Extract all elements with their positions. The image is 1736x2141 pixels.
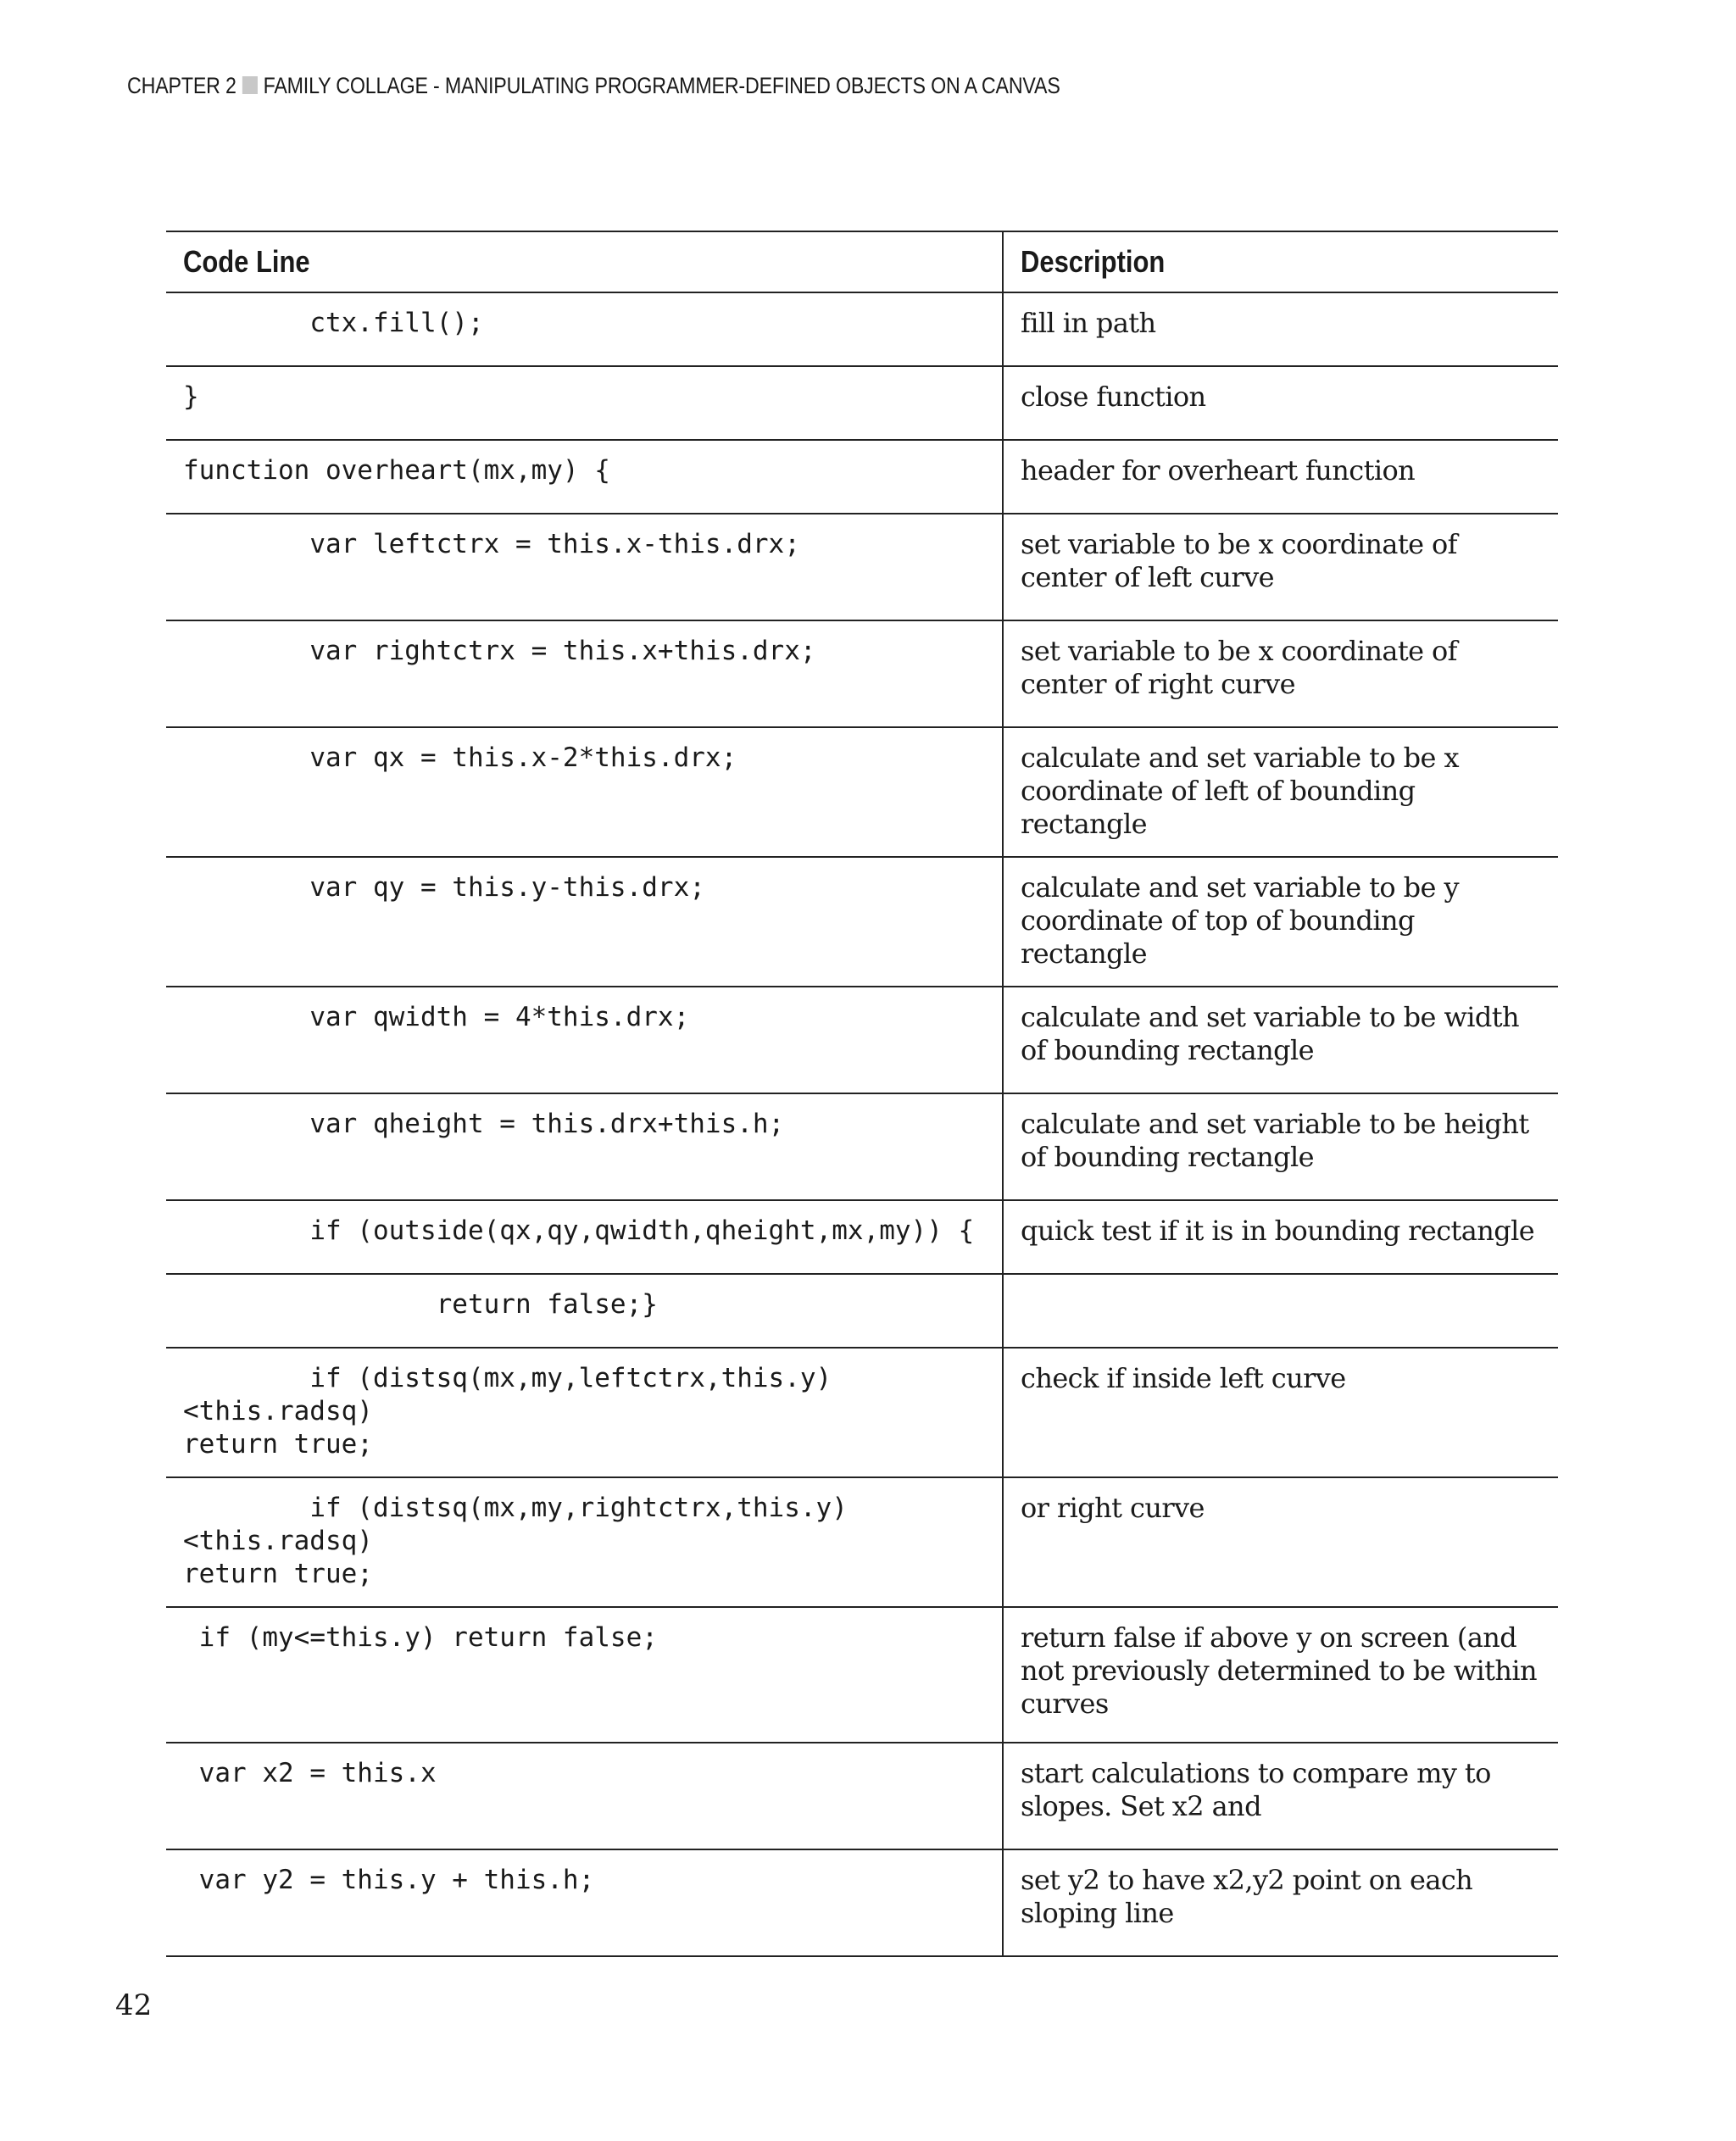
description-cell: fill in path — [1003, 292, 1558, 366]
table-row — [166, 1274, 1558, 1348]
table-row — [166, 857, 1558, 987]
running-head — [127, 73, 1060, 99]
code-cell: if (distsq(mx,my,leftctrx,this.y)<this.radsq) return true; — [166, 1348, 1003, 1477]
description-cell: set variable to be x coordinate of center of right curve — [1003, 620, 1558, 727]
code-cell: function overheart(mx,my) { — [166, 440, 1003, 514]
code-cell: ctx.fill(); — [166, 292, 1003, 366]
description-cell: return false if above y on screen (and not previously determined to be within curves — [1003, 1607, 1558, 1743]
code-cell: var leftctrx = this.x-this.drx; — [166, 514, 1003, 620]
code-cell: } — [166, 366, 1003, 440]
table-row — [166, 292, 1558, 366]
description-cell: set variable to be x coordinate of center of left curve — [1003, 514, 1558, 620]
description-cell: calculate and set variable to be height of bounding rectangle — [1003, 1093, 1558, 1200]
table-row — [166, 440, 1558, 514]
code-cell: var qx = this.x-2*this.drx; — [166, 727, 1003, 857]
page-number: 42 — [115, 1988, 153, 2022]
table-row — [166, 1607, 1558, 1743]
table-row — [166, 1348, 1558, 1477]
description-cell: calculate and set variable to be width of bounding rectangle — [1003, 987, 1558, 1093]
description-cell: set y2 to have x2,y2 point on each sloping line — [1003, 1849, 1558, 1956]
table-row — [166, 1200, 1558, 1274]
table-row — [166, 1849, 1558, 1956]
description-cell: quick test if it is in bounding rectangle — [1003, 1200, 1558, 1274]
description-cell: header for overheart function — [1003, 440, 1558, 514]
code-cell: var rightctrx = this.x+this.drx; — [166, 620, 1003, 727]
description-cell: calculate and set variable to be x coordinate of left of bounding rectangle — [1003, 727, 1558, 857]
description-cell — [1003, 1274, 1558, 1348]
code-description-table — [166, 231, 1558, 1957]
code-cell: var y2 = this.y + this.h; — [166, 1849, 1003, 1956]
table-row — [166, 1093, 1558, 1200]
column-header-code: Code Line — [166, 231, 1003, 292]
code-cell: return false;} — [166, 1274, 1003, 1348]
code-cell: var qwidth = 4*this.drx; — [166, 987, 1003, 1093]
chapter-label: CHAPTER 2 — [127, 73, 236, 98]
code-cell: if (outside(qx,qy,qwidth,qheight,mx,my)) { — [166, 1200, 1003, 1274]
square-separator-icon — [242, 76, 258, 94]
table-header-row — [166, 231, 1558, 292]
table-row — [166, 727, 1558, 857]
code-cell: if (my<=this.y) return false; — [166, 1607, 1003, 1743]
description-cell: calculate and set variable to be y coordinate of top of bounding rectangle — [1003, 857, 1558, 987]
description-cell: check if inside left curve — [1003, 1348, 1558, 1477]
table-row — [166, 1743, 1558, 1849]
table-row — [166, 514, 1558, 620]
description-cell: or right curve — [1003, 1477, 1558, 1607]
table-row — [166, 620, 1558, 727]
code-cell: if (distsq(mx,my,rightctrx,this.y)<this.radsq) return true; — [166, 1477, 1003, 1607]
description-cell: start calculations to compare my to slopes. Set x2 and — [1003, 1743, 1558, 1849]
description-cell: close function — [1003, 366, 1558, 440]
code-cell: var qheight = this.drx+this.h; — [166, 1093, 1003, 1200]
code-cell: var qy = this.y-this.drx; — [166, 857, 1003, 987]
table-row — [166, 987, 1558, 1093]
column-header-description: Description — [1003, 231, 1558, 292]
code-cell: var x2 = this.x — [166, 1743, 1003, 1849]
table-row — [166, 1477, 1558, 1607]
chapter-title: FAMILY COLLAGE - MANIPULATING PROGRAMMER-DEFINED OBJECTS ON A CANVAS — [263, 73, 1060, 98]
table-row — [166, 366, 1558, 440]
